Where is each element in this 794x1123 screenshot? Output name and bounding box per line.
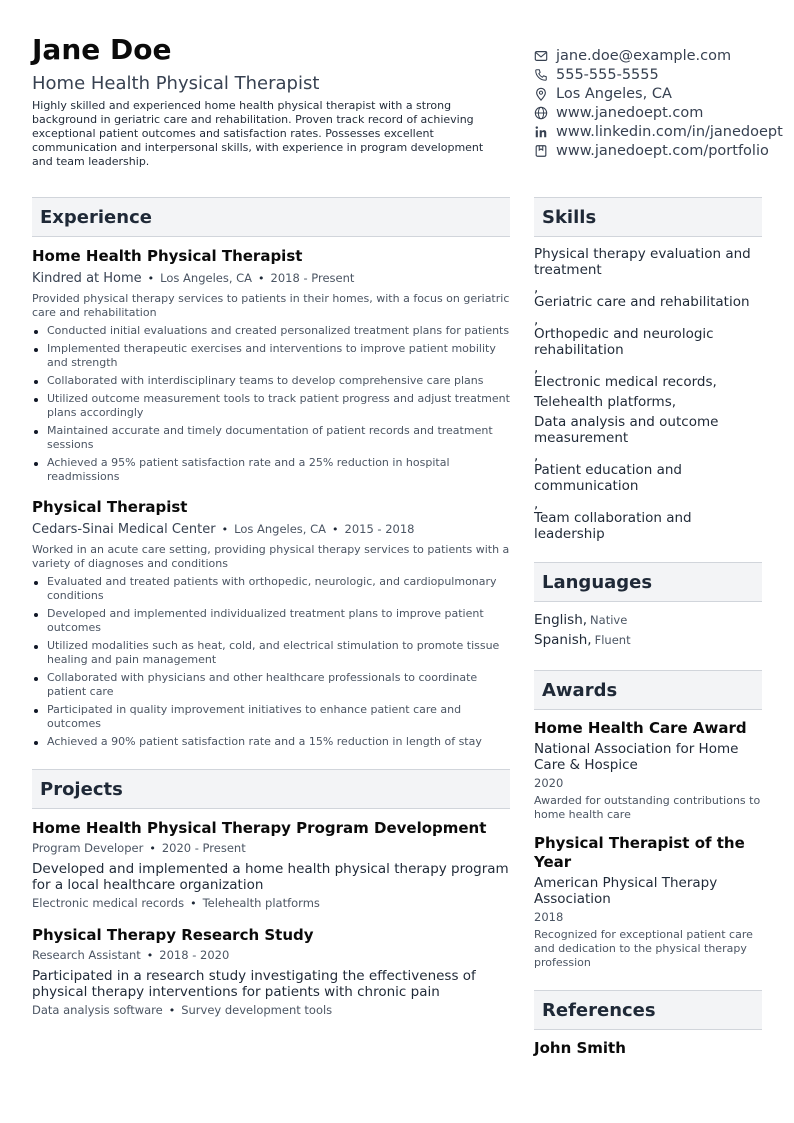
project-tag: Telehealth platforms (202, 896, 320, 910)
contact-linkedin[interactable] (534, 122, 794, 141)
separator-dot: • (332, 523, 339, 536)
skill-item: Patient education and communication (534, 462, 682, 494)
separator-dot: • (146, 949, 154, 962)
languages-list (534, 610, 762, 650)
award-title: Home Health Care Award (534, 719, 747, 737)
references-heading: References (534, 990, 762, 1030)
projects-heading: Projects (32, 769, 510, 809)
phone-icon (534, 68, 548, 82)
contact-location-text: Los Angeles, CA (556, 85, 672, 102)
award-entry (534, 719, 762, 822)
job-bullet: Achieved a 95% patient satisfaction rate and a 25% reduction in hospital readmissions (32, 456, 510, 484)
languages-heading: Languages (534, 562, 762, 602)
job-bullets (32, 575, 510, 749)
location-pin-icon (534, 87, 548, 101)
project-meta (32, 840, 510, 857)
job-bullet: Achieved a 90% patient satisfaction rate and a 15% reduction in length of stay (32, 735, 510, 749)
contact-website-text: www.janedoept.com (556, 104, 704, 121)
award-date: 2020 (534, 776, 564, 790)
projects-section (32, 769, 510, 1019)
job-location: Los Angeles, CA (160, 271, 253, 285)
globe-icon (534, 106, 548, 120)
skill-separator: , (534, 360, 539, 376)
separator-dot: • (221, 523, 229, 536)
job-bullet: Collaborated with interdisciplinary teams to develop comprehensive care plans (32, 374, 510, 388)
contact-phone[interactable] (534, 65, 794, 84)
language-item (534, 610, 762, 630)
language-name: Spanish, (534, 632, 592, 648)
award-date: 2018 (534, 910, 564, 924)
job-bullet: Implemented therapeutic exercises and interventions to improve patient mobility and strength (32, 342, 510, 370)
job-meta (32, 520, 510, 539)
language-name: English, (534, 612, 588, 628)
contact-location (534, 84, 794, 103)
job-bullet: Participated in quality improvement initiatives to enhance patient care and outcomes (32, 703, 510, 731)
project-role: Program Developer (32, 841, 144, 855)
contact-linkedin-text: www.linkedin.com/in/janedoept (556, 123, 783, 140)
language-level: Fluent (594, 633, 631, 647)
references-section (534, 990, 762, 1058)
skill-item: Telehealth platforms, (534, 394, 677, 410)
linkedin-icon (534, 125, 548, 139)
job-meta (32, 269, 510, 288)
job-dates: 2018 - Present (270, 271, 355, 285)
job-bullet: Utilized outcome measurement tools to track patient progress and adjust treatment plans accordingly (32, 392, 510, 420)
job-entry (32, 498, 510, 749)
award-entry (534, 834, 762, 970)
headline: Home Health Physical Therapist (32, 73, 320, 94)
skill-separator: , (534, 496, 539, 512)
job-entry (32, 247, 510, 484)
separator-dot: • (168, 1004, 176, 1017)
separator-dot: • (190, 897, 197, 910)
job-dates: 2015 - 2018 (344, 522, 415, 536)
project-description: Developed and implemented a home health physical therapy program for a local healthcare organization (32, 861, 509, 893)
project-tags (32, 1002, 510, 1019)
job-title: Home Health Physical Therapist (32, 247, 303, 265)
job-bullet: Utilized modalities such as heat, cold, and electrical stimulation to promote tissue healing and pain management (32, 639, 510, 667)
job-bullet: Collaborated with physicians and other healthcare professionals to coordinate patient care (32, 671, 510, 699)
portfolio-icon (534, 144, 548, 158)
job-location: Los Angeles, CA (234, 522, 326, 536)
project-tag: Electronic medical records (32, 896, 185, 910)
job-description: Provided physical therapy services to patients in their homes, with a focus on geriatric care and rehabilitation (32, 292, 510, 319)
separator-dot: • (149, 842, 156, 855)
job-title: Physical Therapist (32, 498, 188, 516)
experience-heading: Experience (32, 197, 510, 237)
job-description: Worked in an acute care setting, providing physical therapy services to patients with a variety of diagnoses and conditions (32, 543, 510, 570)
awards-section (534, 670, 762, 970)
right-column (534, 197, 762, 1058)
reference-name: John Smith (534, 1039, 626, 1057)
left-column (32, 197, 510, 1019)
skill-separator: , (534, 312, 539, 328)
project-entry (32, 819, 510, 912)
skill-item: Geriatric care and rehabilitation (534, 294, 750, 310)
separator-dot: • (147, 272, 155, 285)
skill-item: Data analysis and outcome measurement (534, 414, 719, 446)
job-company: Cedars-Sinai Medical Center (32, 522, 216, 537)
mail-icon (534, 49, 548, 63)
separator-dot: • (258, 272, 265, 285)
job-company: Kindred at Home (32, 271, 142, 286)
award-description: Awarded for outstanding contributions to home health care (534, 794, 761, 821)
language-level: Native (590, 613, 628, 627)
contact-list (534, 46, 794, 160)
award-org: National Association for Home Care & Hospice (534, 741, 739, 773)
job-bullet: Developed and implemented individualized treatment plans to improve patient outcomes (32, 607, 510, 635)
project-dates: 2020 - Present (161, 841, 246, 855)
skill-item: Electronic medical records, (534, 374, 717, 390)
contact-portfolio-text: www.janedoept.com/portfolio (556, 142, 769, 159)
skills-heading: Skills (534, 197, 762, 237)
award-org: American Physical Therapy Association (534, 875, 718, 907)
skill-item: Physical therapy evaluation and treatment (534, 246, 751, 278)
job-bullet: Evaluated and treated patients with orthopedic, neurologic, and cardiopulmonary conditions (32, 575, 510, 603)
skill-item: Orthopedic and neurologic rehabilitation (534, 326, 714, 358)
skill-separator: , (534, 280, 539, 296)
award-title: Physical Therapist of the Year (534, 834, 745, 871)
contact-phone-text: 555-555-5555 (556, 66, 659, 83)
job-bullet: Maintained accurate and timely documentation of patient records and treatment sessions (32, 424, 510, 452)
contact-portfolio[interactable] (534, 141, 794, 160)
languages-section (534, 562, 762, 650)
summary: Highly skilled and experienced home health physical therapist with a strong background in geriatric care and rehabilitation. Proven track record of achieving exceptional patient outcomes and satisfaction rates. Possesses excellent communication and interpersonal skills, with experience in program development and team leadership. (32, 99, 484, 168)
awards-heading: Awards (534, 670, 762, 710)
contact-website[interactable] (534, 103, 794, 122)
project-tags (32, 895, 510, 912)
language-item (534, 630, 762, 650)
project-role: Research Assistant (32, 948, 141, 962)
project-meta (32, 947, 510, 964)
candidate-name: Jane Doe (32, 33, 172, 66)
project-title: Home Health Physical Therapy Program Development (32, 819, 487, 837)
project-description: Participated in a research study investigating the effectiveness of physical therapy interventions for patients with chronic pain (32, 968, 476, 1000)
project-entry (32, 926, 510, 1019)
skill-separator: , (534, 448, 539, 464)
job-bullets (32, 324, 510, 484)
project-tag: Survey development tools (181, 1003, 333, 1017)
contact-email[interactable] (534, 46, 794, 65)
project-tag: Data analysis software (32, 1003, 163, 1017)
project-title: Physical Therapy Research Study (32, 926, 314, 944)
skill-item: Team collaboration and leadership (534, 510, 692, 542)
job-bullet: Conducted initial evaluations and created personalized treatment plans for patients (32, 324, 510, 338)
skills-list (534, 246, 762, 542)
project-dates: 2018 - 2020 (159, 948, 230, 962)
award-description: Recognized for exceptional patient care and dedication to the physical therapy profession (534, 928, 753, 969)
contact-email-text: jane.doe@example.com (556, 47, 732, 64)
